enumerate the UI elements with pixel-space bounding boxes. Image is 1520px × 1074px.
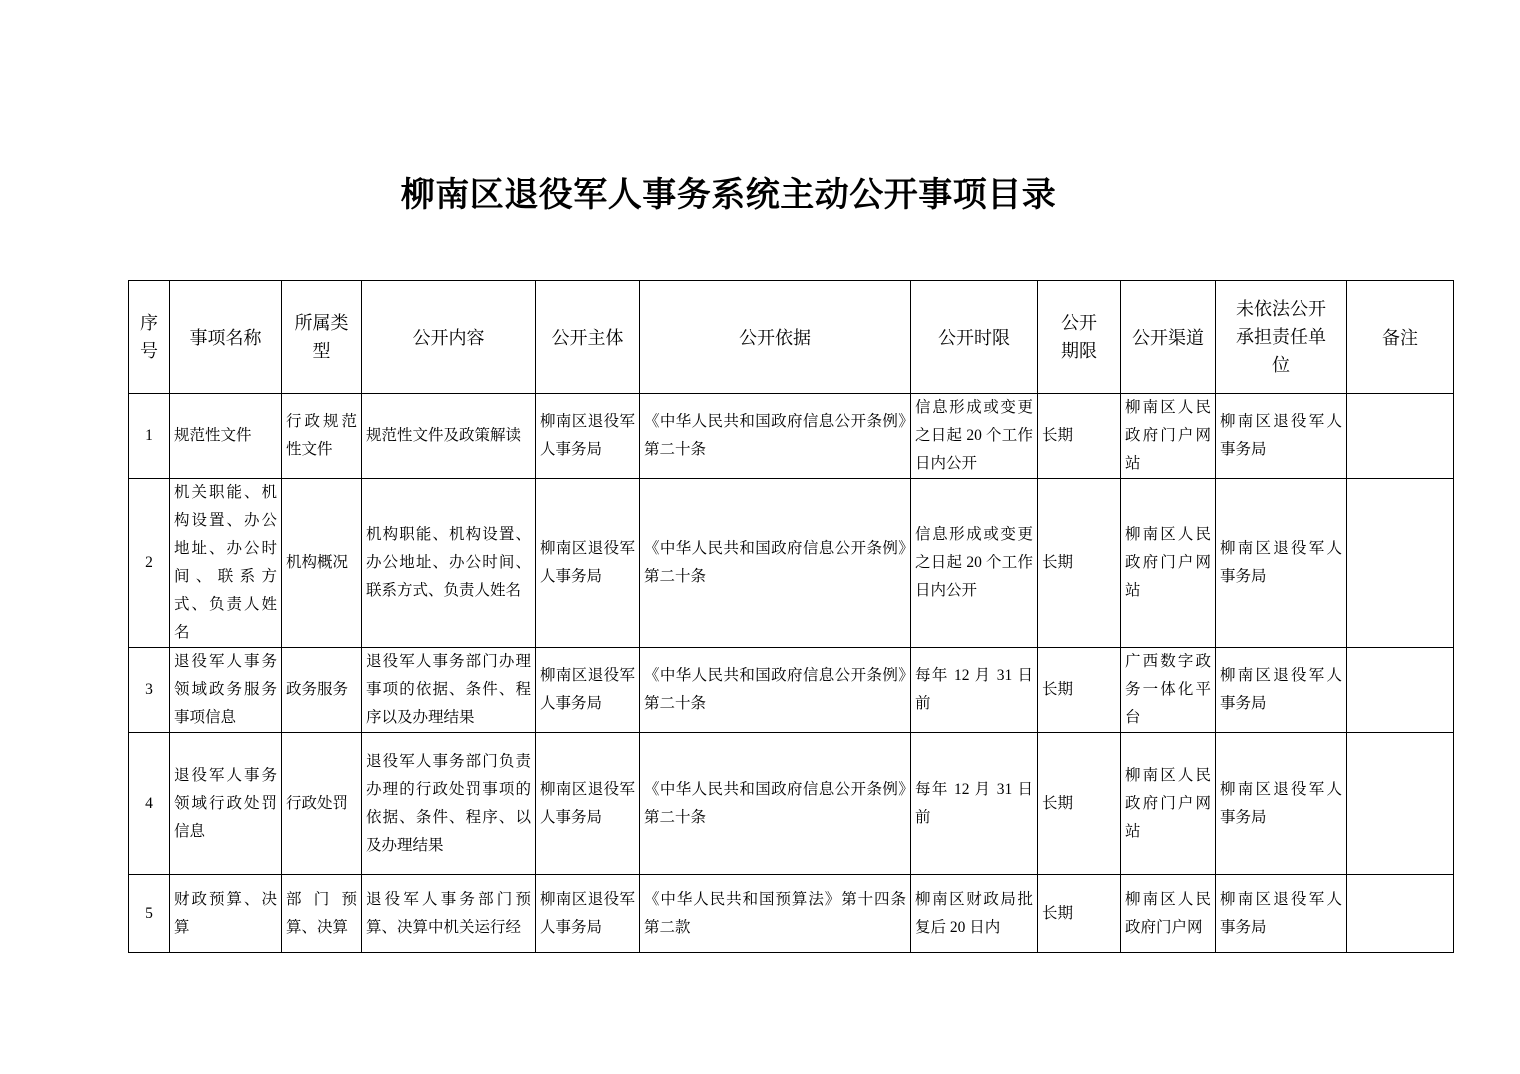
cell-item-name: 机关职能、机构设置、办公地址、办公时间、联系方式、负责人姓名 bbox=[170, 479, 282, 648]
table-row bbox=[129, 733, 1454, 875]
cell-basis: 《中华人民共和国政府信息公开条例》第二十条 bbox=[640, 648, 911, 733]
cell-time-limit: 信息形成或变更之日起 20 个工作日内公开 bbox=[911, 394, 1038, 479]
cell-basis: 《中华人民共和国政府信息公开条例》第二十条 bbox=[640, 733, 911, 875]
cell-item-name: 退役军人事务领域政务服务事项信息 bbox=[170, 648, 282, 733]
cell-responsible-unit: 柳南区退役军人事务局 bbox=[1216, 479, 1347, 648]
cell-seq: 1 bbox=[129, 394, 170, 479]
cell-duration: 长期 bbox=[1038, 733, 1121, 875]
table-row bbox=[129, 875, 1454, 953]
cell-content: 退役军人事务部门预算、决算中机关运行经 bbox=[362, 875, 536, 953]
cell-duration: 长期 bbox=[1038, 394, 1121, 479]
cell-basis: 《中华人民共和国政府信息公开条例》第二十条 bbox=[640, 394, 911, 479]
header-content-label: 公开内容 bbox=[412, 327, 485, 348]
cell-channel: 柳南区人民政府门户网站 bbox=[1121, 394, 1216, 479]
cell-content: 规范性文件及政策解读 bbox=[362, 394, 536, 479]
header-category bbox=[282, 281, 362, 394]
cell-seq: 3 bbox=[129, 648, 170, 733]
table-header-row bbox=[129, 281, 1454, 394]
cell-remark bbox=[1347, 648, 1454, 733]
cell-category: 行政处罚 bbox=[282, 733, 362, 875]
header-remark bbox=[1347, 281, 1454, 394]
cell-content: 机构职能、机构设置、办公地址、办公时间、联系方式、负责人姓名 bbox=[362, 479, 536, 648]
header-basis bbox=[640, 281, 911, 394]
cell-subject: 柳南区退役军人事务局 bbox=[536, 394, 640, 479]
cell-remark bbox=[1347, 479, 1454, 648]
cell-item-name: 财政预算、决算 bbox=[170, 875, 282, 953]
header-remark-label: 备注 bbox=[1382, 327, 1418, 348]
cell-time-limit: 每年 12 月 31 日前 bbox=[911, 648, 1038, 733]
table-row bbox=[129, 648, 1454, 733]
header-duration-label: 公开期限 bbox=[1061, 313, 1097, 361]
cell-category: 机构概况 bbox=[282, 479, 362, 648]
header-duration bbox=[1038, 281, 1121, 394]
cell-category: 政务服务 bbox=[282, 648, 362, 733]
cell-time-limit: 柳南区财政局批复后 20 日内 bbox=[911, 875, 1038, 953]
cell-subject: 柳南区退役军人事务局 bbox=[536, 479, 640, 648]
cell-seq: 4 bbox=[129, 733, 170, 875]
cell-time-limit: 每年 12 月 31 日前 bbox=[911, 733, 1038, 875]
header-item-name bbox=[170, 281, 282, 394]
header-responsible-unit-label: 未依法公开承担责任单位 bbox=[1236, 299, 1326, 375]
header-seq-label: 序号 bbox=[140, 313, 158, 361]
cell-content: 退役军人事务部门负责办理的行政处罚事项的依据、条件、程序、以及办理结果 bbox=[362, 733, 536, 875]
cell-category: 行政规范性文件 bbox=[282, 394, 362, 479]
header-seq bbox=[129, 281, 170, 394]
title-wrap bbox=[0, 0, 1457, 216]
header-time-limit-label: 公开时限 bbox=[938, 327, 1010, 348]
cell-basis: 《中华人民共和国预算法》第十四条第二款 bbox=[640, 875, 911, 953]
header-subject bbox=[536, 281, 640, 394]
header-subject-label: 公开主体 bbox=[551, 327, 624, 348]
document-title: 柳南区退役军人事务系统主动公开事项目录 bbox=[400, 177, 1057, 214]
cell-seq: 5 bbox=[129, 875, 170, 953]
cell-subject: 柳南区退役军人事务局 bbox=[536, 875, 640, 953]
header-item-name-label: 事项名称 bbox=[189, 327, 262, 348]
cell-item-name: 规范性文件 bbox=[170, 394, 282, 479]
cell-responsible-unit: 柳南区退役军人事务局 bbox=[1216, 733, 1347, 875]
header-category-label: 所属类型 bbox=[294, 313, 349, 361]
cell-channel: 广西数字政务一体化平台 bbox=[1121, 648, 1216, 733]
header-responsible-unit bbox=[1216, 281, 1347, 394]
cell-responsible-unit: 柳南区退役军人事务局 bbox=[1216, 394, 1347, 479]
cell-responsible-unit: 柳南区退役军人事务局 bbox=[1216, 648, 1347, 733]
header-channel bbox=[1121, 281, 1216, 394]
cell-content: 退役军人事务部门办理事项的依据、条件、程序以及办理结果 bbox=[362, 648, 536, 733]
table-row bbox=[129, 479, 1454, 648]
cell-item-name: 退役军人事务领域行政处罚信息 bbox=[170, 733, 282, 875]
header-content bbox=[362, 281, 536, 394]
cell-channel: 柳南区人民政府门户网站 bbox=[1121, 479, 1216, 648]
cell-duration: 长期 bbox=[1038, 479, 1121, 648]
cell-category: 部门预算、决算 bbox=[282, 875, 362, 953]
disclosure-table bbox=[128, 280, 1454, 953]
cell-remark bbox=[1347, 875, 1454, 953]
cell-subject: 柳南区退役军人事务局 bbox=[536, 648, 640, 733]
cell-remark bbox=[1347, 394, 1454, 479]
header-channel-label: 公开渠道 bbox=[1132, 327, 1204, 348]
header-basis-label: 公开依据 bbox=[739, 327, 811, 348]
cell-channel: 柳南区人民政府门户网 bbox=[1121, 875, 1216, 953]
cell-duration: 长期 bbox=[1038, 875, 1121, 953]
cell-subject: 柳南区退役军人事务局 bbox=[536, 733, 640, 875]
table-row bbox=[129, 394, 1454, 479]
cell-time-limit: 信息形成或变更之日起 20 个工作日内公开 bbox=[911, 479, 1038, 648]
cell-remark bbox=[1347, 733, 1454, 875]
header-time-limit bbox=[911, 281, 1038, 394]
cell-channel: 柳南区人民政府门户网站 bbox=[1121, 733, 1216, 875]
cell-seq: 2 bbox=[129, 479, 170, 648]
cell-duration: 长期 bbox=[1038, 648, 1121, 733]
cell-basis: 《中华人民共和国政府信息公开条例》第二十条 bbox=[640, 479, 911, 648]
cell-responsible-unit: 柳南区退役军人事务局 bbox=[1216, 875, 1347, 953]
